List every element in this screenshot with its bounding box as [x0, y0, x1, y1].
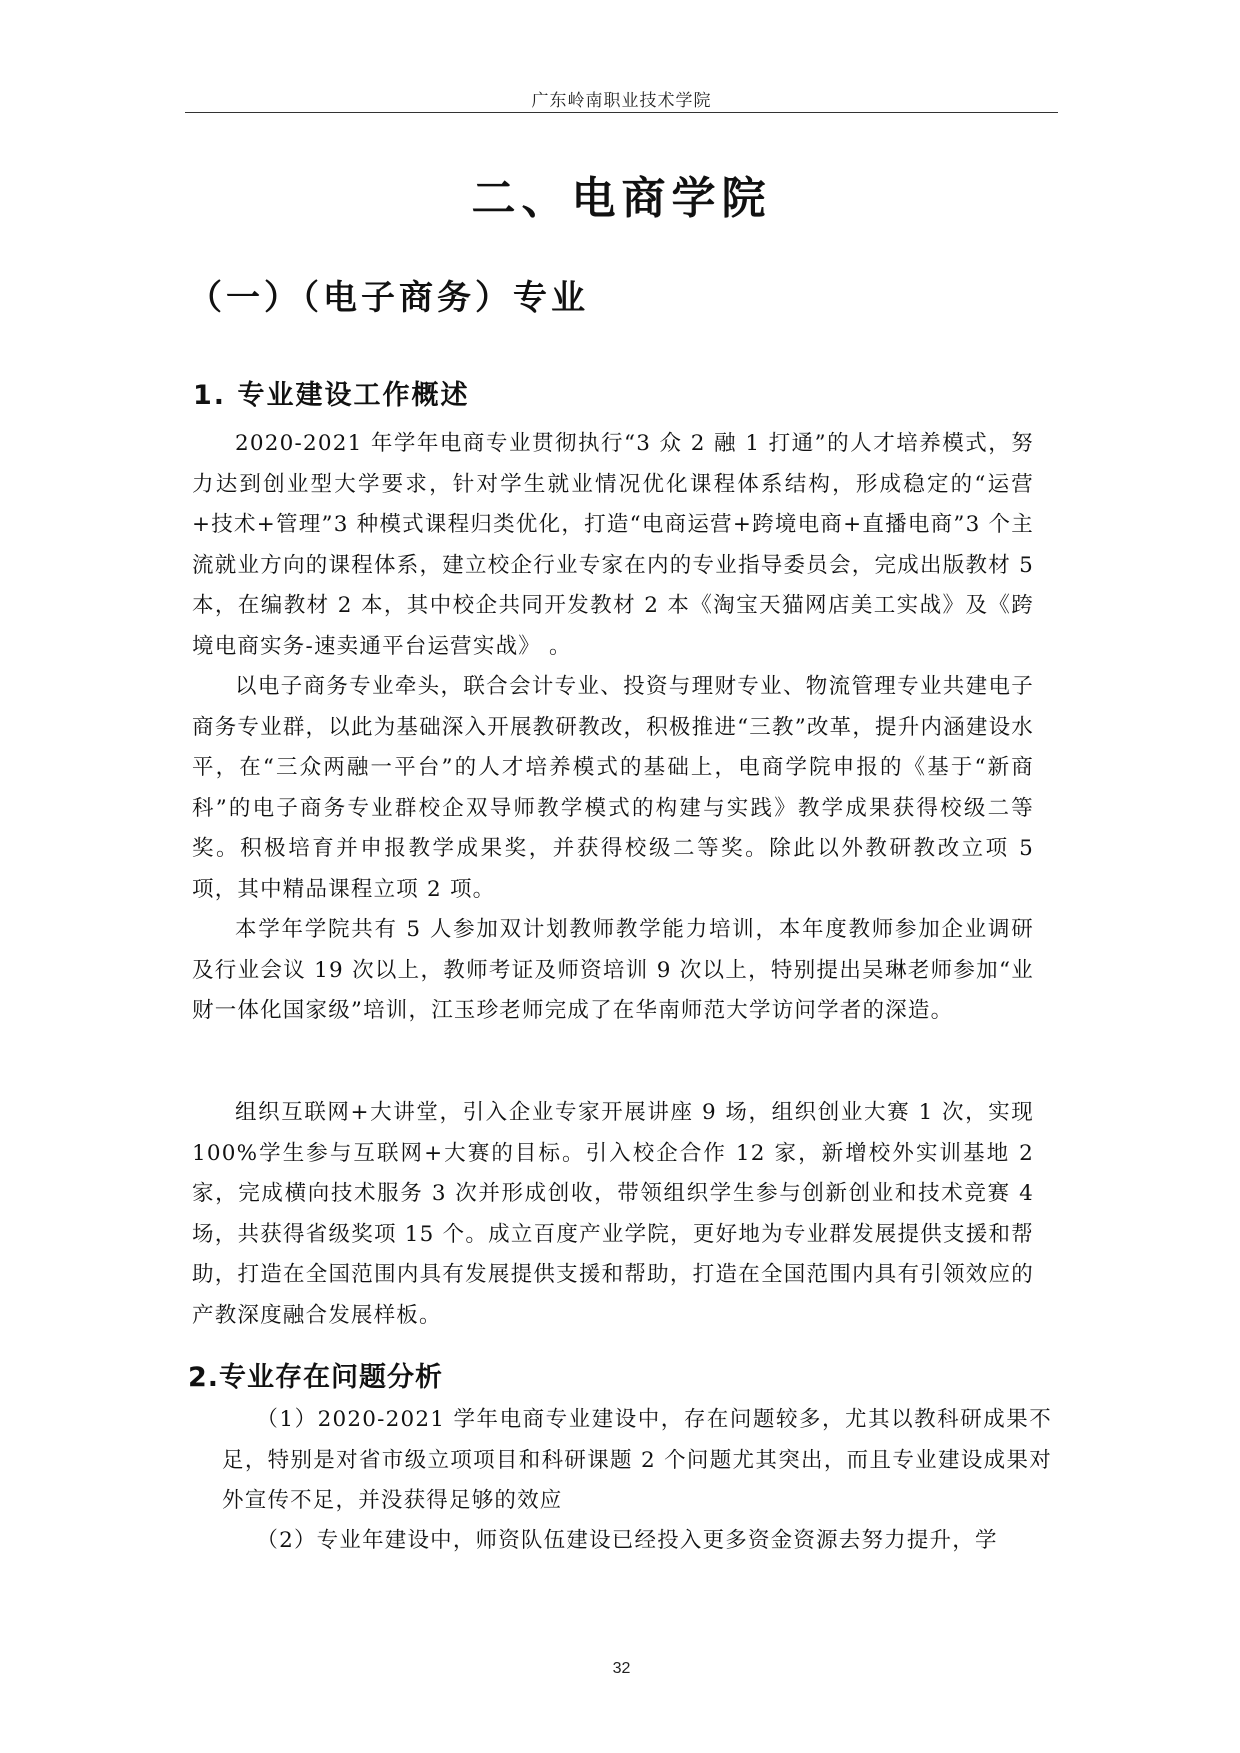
subsection-title-overview: 1. 专业建设工作概述: [193, 380, 470, 411]
paragraph-overview-1: 2020-2021 年学年电商专业贯彻执行“3 众 2 融 1 打通”的人才培养模式，努力达到创业型大学要求，针对学生就业情况优化课程体系结构，形成稳定的“运营+技术+管理”3 种模式课程归类优化，打造“电商运营+跨境电商+直播电商”3 个主流就业方向的课程体系，建立校企行业专家在内的专业指导委员会，完成出版教材 5 本，在编教材 2 本，其中校企共同开发教材 2 本《淘宝天猫网店美工实战》及《跨境电商实务-速卖通平台运营实战》 。: [192, 431, 1034, 659]
header-divider: [185, 112, 1058, 113]
subsection-title-problems: 2.专业存在问题分析: [188, 1362, 444, 1393]
paragraph-problem-2: （2）专业年建设中，师资队伍建设已经投入更多资金资源去努力提升，学: [256, 1528, 998, 1553]
page-number: 32: [612, 1660, 631, 1677]
paragraph-problem-1: （1）2020-2021 学年电商专业建设中，存在问题较多，尤其以教科研成果不足，特别是对省市级立项项目和科研课题 2 个问题尤其突出，而且专业建设成果对外宣传不足，并没获得足够的效应: [222, 1407, 1052, 1513]
paragraph-overview-4: 组织互联网+大讲堂，引入企业专家开展讲座 9 场，组织创业大赛 1 次，实现 100%学生参与互联网+大赛的目标。引入校企合作 12 家，新增校外实训基地 2 家，完成横向技术服务 3 次并形成创收，带领组织学生参与创新创业和技术竞赛 4 场，共获得省级奖项 15 个。成立百度产业学院，更好地为专业群发展提供支援和帮助，打造在全国范围内具有发展提供支援和帮助，打造在全国范围内具有引领效应的产教深度融合发展样板。: [192, 1100, 1034, 1328]
paragraph-overview-2: 以电子商务专业牵头，联合会计专业、投资与理财专业、物流管理专业共建电子商务专业群，以此为基础深入开展教研教改，积极推进“三教”改革，提升内涵建设水平，在“三众两融一平台”的人才培养模式的基础上，电商学院申报的《基于“新商科”的电子商务专业群校企双导师教学模式的构建与实践》教学成果获得校级二等奖。积极培育并申报教学成果奖，并获得校级二等奖。除此以外教研教改立项 5 项，其中精品课程立项 2 项。: [192, 674, 1034, 902]
section-title: （一）（电子商务）专业: [188, 278, 589, 318]
running-header: 广东岭南职业技术学院: [531, 91, 712, 111]
chapter-title: 二、电商学院: [471, 173, 772, 224]
paragraph-overview-3: 本学年学院共有 5 人参加双计划教师教学能力培训，本年度教师参加企业调研及行业会议 19 次以上，教师考证及师资培训 9 次以上，特别提出吴琳老师参加“业财一体化国家级”培训，江玉珍老师完成了在华南师范大学访问学者的深造。: [192, 917, 1034, 1023]
